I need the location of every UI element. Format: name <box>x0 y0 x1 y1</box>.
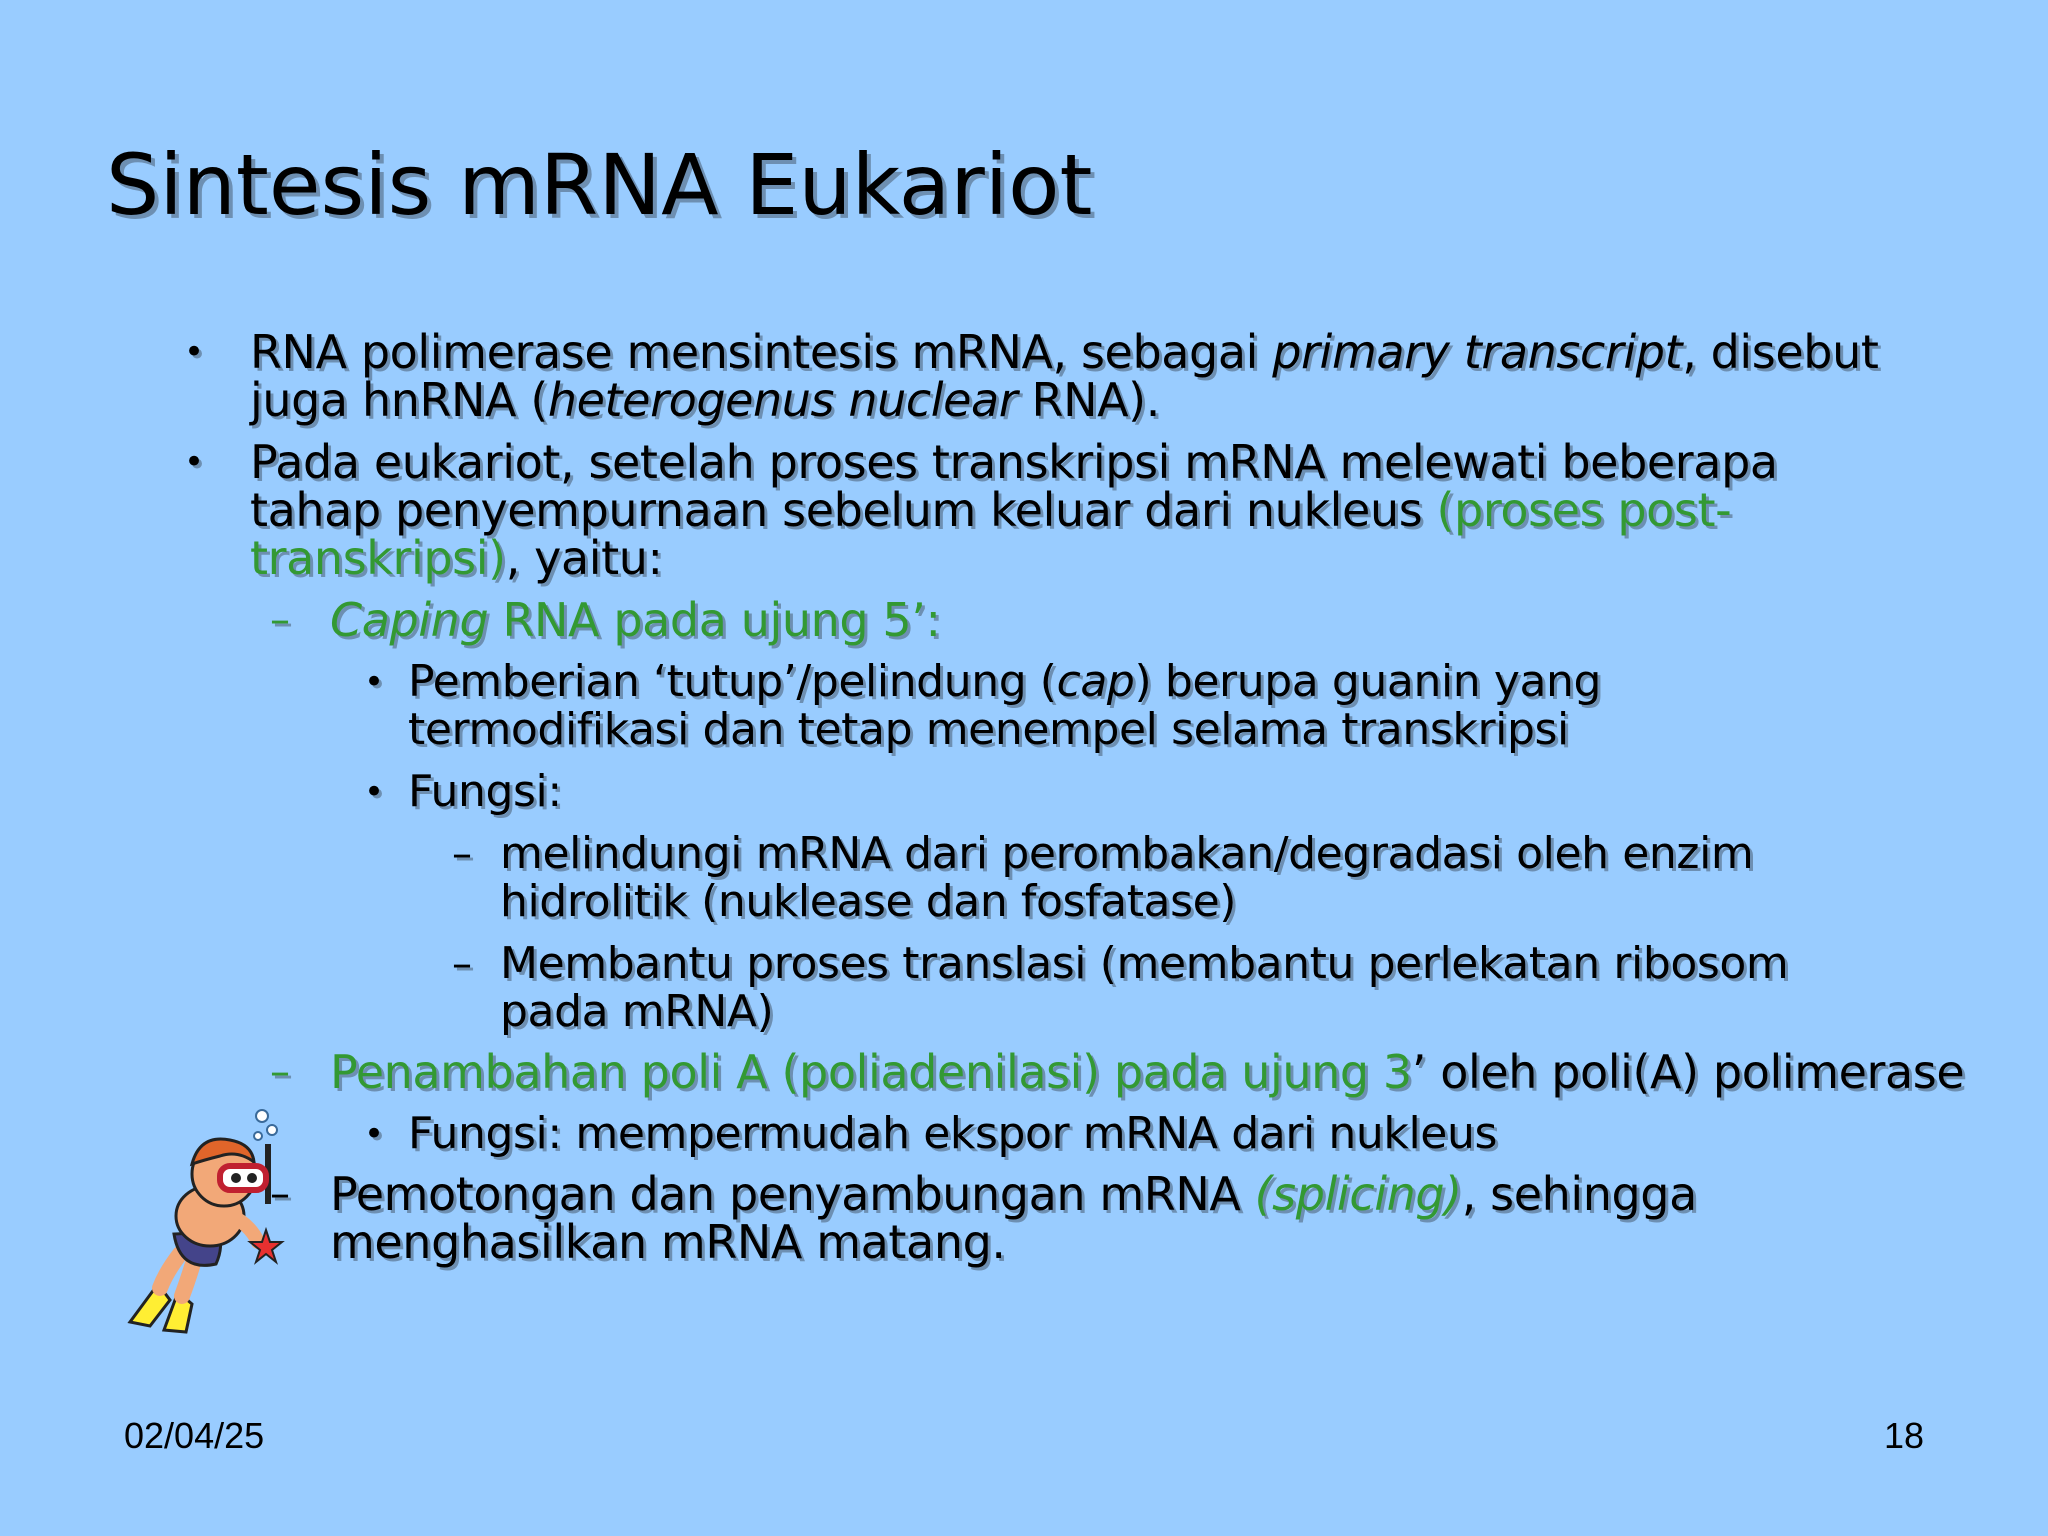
sub-item-splicing-line-2: menghasilkan mRNA matang. <box>330 1215 1006 1269</box>
caping-detail-line-2: termodifikasi dan tetap menempel selama transkripsi <box>408 704 1569 755</box>
dash-marker: – <box>270 597 290 643</box>
term-proses-post: (proses post- <box>1436 483 1732 537</box>
slide-title: Sintesis mRNA Eukariot <box>106 136 1093 234</box>
bullet-1-line-1: RNA polimerase mensintesis mRNA, sebagai primary transcript, disebut <box>250 325 1879 379</box>
caping-fungsi: Fungsi: <box>408 766 562 817</box>
caping-detail-line-1: Pemberian ‘tutup’/pelindung (cap) berupa guanin yang <box>408 656 1602 707</box>
dash-marker: – <box>452 831 472 877</box>
bullet-2-line-1: Pada eukariot, setelah proses transkripsi mRNA melewati beberapa <box>250 435 1778 489</box>
fungsi-2-line-1: Membantu proses translasi (membantu perlekatan ribosom <box>500 938 1789 989</box>
fungsi-1-line-1: melindungi mRNA dari perombakan/degradasi oleh enzim <box>500 828 1754 879</box>
fungsi-1-line-2: hidrolitik (nuklease dan fosfatase) <box>500 876 1237 927</box>
sub-item-poliadenilasi: Penambahan poli A (poliadenilasi) pada ujung 3’ oleh poli(A) polimerase <box>330 1045 1965 1099</box>
snorkel-diver-icon <box>120 1104 300 1336</box>
fungsi-2-line-2: pada mRNA) <box>500 986 774 1037</box>
footer-date: 02/04/25 <box>124 1415 265 1456</box>
bullet-marker: • <box>184 332 205 372</box>
bullet-marker: • <box>364 662 385 702</box>
term-transkripsi: transkripsi) <box>250 531 506 585</box>
dash-marker: – <box>270 1171 290 1217</box>
dash-marker: – <box>452 941 472 987</box>
poliadenilasi-fungsi: Fungsi: mempermudah ekspor mRNA dari nukleus <box>408 1108 1497 1159</box>
page-number: 18 <box>1884 1415 1925 1456</box>
bullet-marker: • <box>184 442 205 482</box>
term-heterogenus-nuclear: heterogenus nuclear <box>547 373 1018 427</box>
bullet-2-line-3: transkripsi), yaitu: <box>250 531 663 585</box>
sub-item-splicing-line-1: Pemotongan dan penyambungan mRNA (splicing), sehingga <box>330 1167 1697 1221</box>
bullet-1-line-2: juga hnRNA (heterogenus nuclear RNA). <box>250 373 1160 427</box>
term-splicing: (splicing) <box>1254 1167 1462 1221</box>
sub-item-caping: Caping RNA pada ujung 5’: <box>330 593 941 647</box>
bullet-marker: • <box>364 1114 385 1154</box>
bullet-2-line-2: tahap penyempurnaan sebelum keluar dari nukleus (proses post- <box>250 483 1732 537</box>
bullet-marker: • <box>364 772 385 812</box>
term-primary-transcript: primary transcript <box>1272 325 1683 379</box>
dash-marker: – <box>270 1049 290 1095</box>
